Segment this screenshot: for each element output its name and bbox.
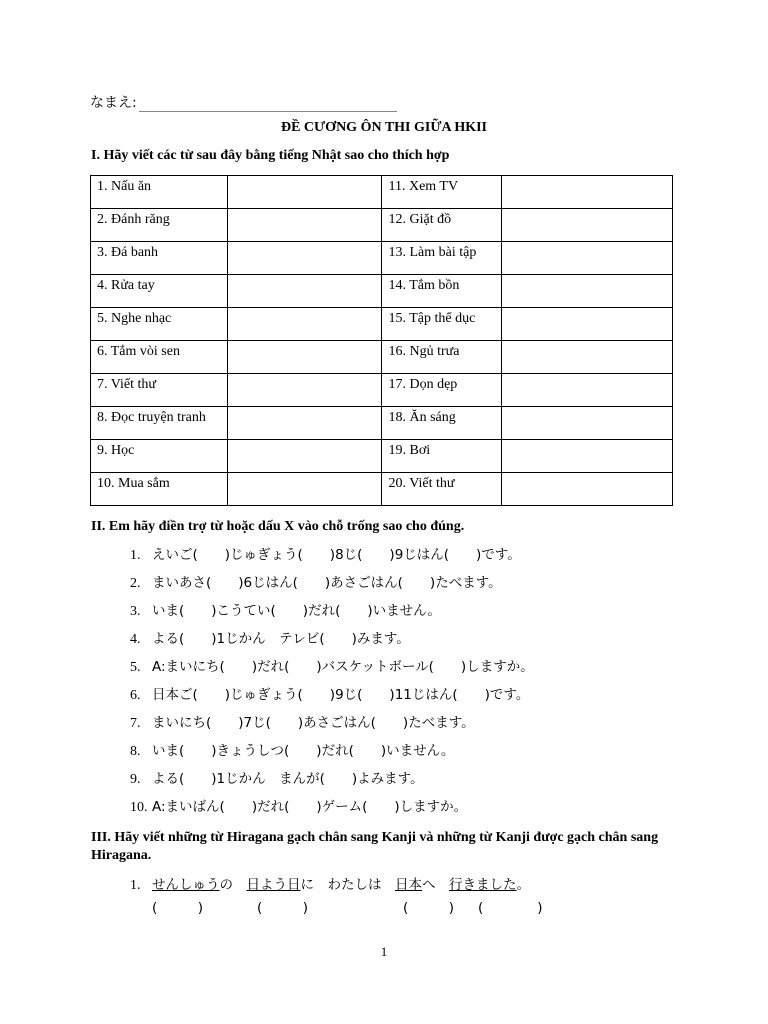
exercise-number: 3. xyxy=(130,604,141,619)
exercise-item xyxy=(130,797,534,825)
underlined-word: せんしゅう xyxy=(152,877,220,893)
vocab-word-right: 20. Viết thư xyxy=(382,473,502,506)
page-number: 1 xyxy=(380,944,388,959)
section-3-heading: III. Hãy viết những từ Hiragana gạch chân sang Kanji và những từ Kanji được gạch chân sang Hiragana. xyxy=(91,830,659,863)
sentence-text: 。 xyxy=(516,877,530,893)
exercise-item xyxy=(130,601,534,629)
answer-cell-left[interactable] xyxy=(227,176,382,209)
exercise-text: 日本ご( )じゅぎょう( )9じ( )11じはん( )です。 xyxy=(152,687,530,703)
vocab-row xyxy=(91,473,673,506)
vocab-word-left: 7. Viết thư xyxy=(91,374,228,407)
vocab-word-right: 13. Làm bài tập xyxy=(382,242,502,275)
vocab-word-left: 9. Học xyxy=(91,440,228,473)
vocab-row xyxy=(91,242,673,275)
answer-blank[interactable]: ( ) xyxy=(152,900,204,916)
answer-cell-right[interactable] xyxy=(502,308,673,341)
answer-cell-left[interactable] xyxy=(227,374,382,407)
exercise-text: A:まいにち( )だれ( )バスケットボール( )しますか。 xyxy=(152,659,534,675)
answer-cell-left[interactable] xyxy=(227,209,382,242)
exercise-number: 2. xyxy=(130,576,141,591)
vocab-word-left: 6. Tắm vòi sen xyxy=(91,341,228,374)
exercise-text: よる( )1じかん まんが( )よみます。 xyxy=(152,771,424,787)
vocab-word-left: 10. Mua sắm xyxy=(91,473,228,506)
vocab-word-right: 12. Giặt đồ xyxy=(382,209,502,242)
answer-cell-right[interactable] xyxy=(502,176,673,209)
answer-cell-left[interactable] xyxy=(227,242,382,275)
exercise-item xyxy=(130,741,534,769)
vocab-row xyxy=(91,341,673,374)
exercise-item xyxy=(130,769,534,797)
exercise-item xyxy=(130,713,534,741)
exercise-number: 10. xyxy=(130,800,148,815)
vocab-row xyxy=(91,440,673,473)
exercise-number: 6. xyxy=(130,688,141,703)
exercise-text: いま( )こうてい( )だれ( )いません。 xyxy=(152,603,441,619)
vocab-table xyxy=(90,175,673,506)
vocab-row xyxy=(91,209,673,242)
answer-cell-right[interactable] xyxy=(502,341,673,374)
vocab-word-left: 5. Nghe nhạc xyxy=(91,308,228,341)
vocab-word-right: 18. Ăn sáng xyxy=(382,407,502,440)
name-blank-line[interactable] xyxy=(139,97,397,112)
exercise-number: 4. xyxy=(130,632,141,647)
underlined-word: 日よう日 xyxy=(246,877,301,893)
vocab-row xyxy=(91,407,673,440)
answer-cell-right[interactable] xyxy=(502,275,673,308)
vocab-word-left: 1. Nấu ăn xyxy=(91,176,228,209)
kanji-exercise-item xyxy=(130,873,530,894)
exercise-item xyxy=(130,629,534,657)
sentence-text: へ xyxy=(422,877,449,893)
underlined-word: 日本 xyxy=(395,877,422,893)
answer-blank[interactable]: ( ) xyxy=(403,900,455,916)
answer-cell-left[interactable] xyxy=(227,308,382,341)
exercise-number: 1. xyxy=(130,548,141,563)
vocab-word-right: 11. Xem TV xyxy=(382,176,502,209)
exercise-item xyxy=(130,657,534,685)
name-field-row xyxy=(90,92,397,112)
vocab-row xyxy=(91,275,673,308)
vocab-word-right: 16. Ngủ trưa xyxy=(382,341,502,374)
vocab-word-left: 2. Đánh răng xyxy=(91,209,228,242)
underlined-word: 行きました xyxy=(449,877,517,893)
answer-cell-left[interactable] xyxy=(227,407,382,440)
answer-cell-left[interactable] xyxy=(227,440,382,473)
exercise-text: よる( )1じかん テレビ( )みます。 xyxy=(152,631,410,647)
answer-cell-left[interactable] xyxy=(227,473,382,506)
answer-cell-right[interactable] xyxy=(502,440,673,473)
vocab-word-right: 17. Dọn dẹp xyxy=(382,374,502,407)
sentence-text: に わたしは xyxy=(300,877,395,893)
name-label: なまえ: xyxy=(90,95,137,111)
answer-blank[interactable]: ( ) xyxy=(257,900,309,916)
section-1-heading: I. Hãy viết các từ sau đây bằng tiếng Nhật sao cho thích hợp xyxy=(91,148,450,163)
exercise-number: 8. xyxy=(130,744,141,759)
exercise-item xyxy=(130,685,534,713)
exercise-text: まいにち( )7じ( )あさごはん( )たべます。 xyxy=(152,715,475,731)
answer-blank[interactable]: ( ) xyxy=(478,900,543,916)
answer-cell-left[interactable] xyxy=(227,275,382,308)
vocab-row xyxy=(91,176,673,209)
answer-cell-right[interactable] xyxy=(502,374,673,407)
vocab-row xyxy=(91,308,673,341)
exercise-text: えいご( )じゅぎょう( )8じ( )9じはん( )です。 xyxy=(152,547,521,563)
vocab-word-left: 4. Rửa tay xyxy=(91,275,228,308)
exercise-text: いま( )きょうしつ( )だれ( )いません。 xyxy=(152,743,455,759)
vocab-row xyxy=(91,374,673,407)
answer-cell-right[interactable] xyxy=(502,407,673,440)
vocab-word-left: 3. Đá banh xyxy=(91,242,228,275)
exercise-number: 1. xyxy=(130,878,141,893)
page-title: ĐỀ CƯƠNG ÔN THI GIỮA HKII xyxy=(280,120,487,135)
particle-exercise-list xyxy=(130,545,534,825)
exercise-text: A:まいばん( )だれ( )ゲーム( )しますか。 xyxy=(152,799,468,815)
exercise-number: 7. xyxy=(130,716,141,731)
vocab-word-right: 19. Bơi xyxy=(382,440,502,473)
vocab-word-left: 8. Đọc truyện tranh xyxy=(91,407,228,440)
answer-cell-left[interactable] xyxy=(227,341,382,374)
exercise-number: 5. xyxy=(130,660,141,675)
answer-cell-right[interactable] xyxy=(502,209,673,242)
answer-cell-right[interactable] xyxy=(502,242,673,275)
vocab-word-right: 15. Tập thể dục xyxy=(382,308,502,341)
vocab-word-right: 14. Tắm bồn xyxy=(382,275,502,308)
section-2-heading: II. Em hãy điền trợ từ hoặc dấu X vào chỗ trống sao cho đúng. xyxy=(91,519,465,534)
exercise-text: まいあさ( )6じはん( )あさごはん( )たべます。 xyxy=(152,575,502,591)
answer-cell-right[interactable] xyxy=(502,473,673,506)
exercise-item xyxy=(130,573,534,601)
exercise-number: 9. xyxy=(130,772,141,787)
exercise-item xyxy=(130,545,534,573)
sentence-text: の xyxy=(219,877,247,893)
